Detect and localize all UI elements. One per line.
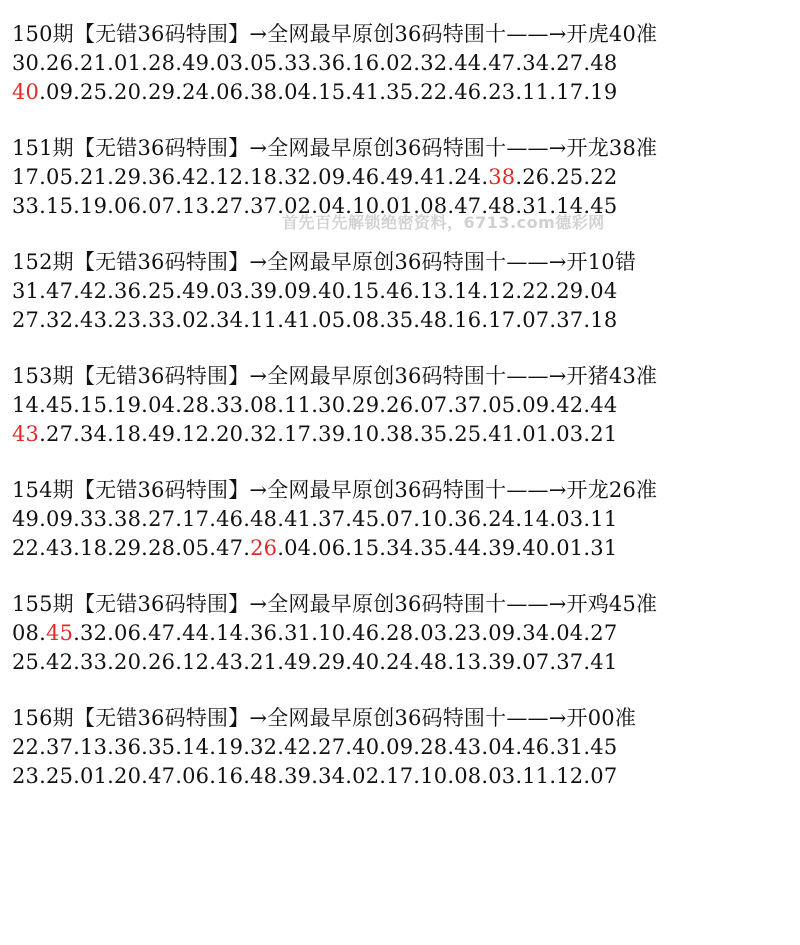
- number: 40: [318, 279, 346, 303]
- number: 49: [12, 507, 40, 531]
- number: 44: [182, 621, 210, 645]
- number: 19: [216, 735, 244, 759]
- number: 35: [386, 308, 414, 332]
- number: 14: [556, 194, 584, 218]
- number: 20: [216, 422, 244, 446]
- number: 46: [522, 735, 550, 759]
- number: 12: [216, 165, 244, 189]
- number: 48: [250, 764, 278, 788]
- number: 08: [12, 621, 40, 645]
- number: 25: [80, 80, 108, 104]
- number: 32: [80, 621, 108, 645]
- number: 10: [318, 621, 346, 645]
- number: 36: [148, 165, 176, 189]
- period-block: [12, 704, 792, 791]
- number: 21: [590, 422, 618, 446]
- number: 09: [522, 393, 550, 417]
- number: 05: [250, 51, 278, 75]
- number: 33: [216, 393, 244, 417]
- number-row: 49.09.33.38.27.17.46.48.41.37.45.07.10.36.24.14.03.11: [12, 507, 618, 531]
- number-row: 40.09.25.20.29.24.06.38.04.15.41.35.22.46.23.11.17.19: [12, 80, 618, 104]
- number: 13: [182, 194, 210, 218]
- winning-number: 26: [250, 536, 278, 560]
- number: 34: [318, 764, 346, 788]
- number: 25: [454, 422, 482, 446]
- number: 41: [284, 507, 312, 531]
- number: 18: [80, 536, 108, 560]
- number: 08: [454, 764, 482, 788]
- number: 49: [182, 51, 210, 75]
- number: 25: [12, 650, 40, 674]
- number: 31: [522, 194, 550, 218]
- number: 46: [352, 165, 380, 189]
- number: 35: [420, 536, 448, 560]
- number: 27: [46, 422, 74, 446]
- winning-number: 43: [12, 422, 40, 446]
- number: 35: [386, 80, 414, 104]
- number: 34: [386, 536, 414, 560]
- number: 24: [488, 507, 516, 531]
- number: 22: [522, 279, 550, 303]
- number: 44: [454, 536, 482, 560]
- number: 31: [284, 621, 312, 645]
- number: 48: [420, 650, 448, 674]
- number-row: 08.45.32.06.47.44.14.36.31.10.46.28.03.23.09.34.04.27: [12, 621, 618, 645]
- number: 39: [284, 764, 312, 788]
- number: 04: [148, 393, 176, 417]
- number: 15: [352, 536, 380, 560]
- period-block: [12, 20, 792, 107]
- number-row: 22.37.13.36.35.14.19.32.42.27.40.09.28.43.04.46.31.45: [12, 735, 618, 759]
- number: 15: [318, 80, 346, 104]
- number: 43: [80, 308, 108, 332]
- number: 10: [352, 194, 380, 218]
- number: 23: [12, 764, 40, 788]
- number: 28: [148, 536, 176, 560]
- number: 07: [590, 764, 618, 788]
- number: 42: [182, 165, 210, 189]
- number: 16: [216, 764, 244, 788]
- number: 21: [250, 650, 278, 674]
- number: 35: [148, 735, 176, 759]
- number: 20: [114, 80, 142, 104]
- number: 13: [454, 650, 482, 674]
- number: 31: [556, 735, 584, 759]
- number: 18: [250, 165, 278, 189]
- number: 18: [590, 308, 618, 332]
- number: 32: [46, 308, 74, 332]
- number: 14: [454, 279, 482, 303]
- number: 39: [488, 650, 516, 674]
- number: 03: [556, 422, 584, 446]
- number: 41: [590, 650, 618, 674]
- number: 02: [284, 194, 312, 218]
- number: 45: [352, 507, 380, 531]
- number: 48: [420, 308, 448, 332]
- number: 46: [352, 621, 380, 645]
- number: 26: [386, 393, 414, 417]
- number: 21: [80, 165, 108, 189]
- number: 04: [488, 735, 516, 759]
- number: 22: [12, 536, 40, 560]
- number: 07: [148, 194, 176, 218]
- number: 11: [522, 80, 550, 104]
- number-row: 31.47.42.36.25.49.03.39.09.40.15.46.13.14.12.22.29.04: [12, 279, 618, 303]
- number: 07: [386, 507, 414, 531]
- number-row: 27.32.43.23.33.02.34.11.41.05.08.35.48.16.17.07.37.18: [12, 308, 618, 332]
- number: 24: [182, 80, 210, 104]
- number: 06: [318, 536, 346, 560]
- number: 46: [454, 80, 482, 104]
- number: 32: [250, 422, 278, 446]
- number: 05: [46, 165, 74, 189]
- number: 04: [284, 80, 312, 104]
- number: 03: [216, 279, 244, 303]
- period-block: [12, 134, 792, 221]
- number: 14: [182, 735, 210, 759]
- number: 22: [12, 735, 40, 759]
- number: 36: [114, 279, 142, 303]
- number: 03: [488, 764, 516, 788]
- number: 16: [454, 308, 482, 332]
- number: 43: [454, 735, 482, 759]
- number: 27: [318, 735, 346, 759]
- number: 09: [386, 735, 414, 759]
- number: 05: [182, 536, 210, 560]
- number: 28: [386, 621, 414, 645]
- number: 03: [556, 507, 584, 531]
- number: 30: [12, 51, 40, 75]
- number: 12: [182, 422, 210, 446]
- number: 26: [148, 650, 176, 674]
- number: 07: [420, 393, 448, 417]
- number: 39: [250, 279, 278, 303]
- number: 28: [148, 51, 176, 75]
- number: 07: [522, 650, 550, 674]
- winning-number: 38: [488, 165, 516, 189]
- number: 16: [352, 51, 380, 75]
- number: 49: [284, 650, 312, 674]
- number: 48: [590, 51, 618, 75]
- number: 47: [488, 51, 516, 75]
- number-row: 33.15.19.06.07.13.27.37.02.04.10.01.08.47.48.31.14.45: [12, 194, 618, 218]
- number: 46: [386, 279, 414, 303]
- number: 08: [420, 194, 448, 218]
- number: 23: [488, 80, 516, 104]
- number: 34: [80, 422, 108, 446]
- period-header: 156期【无错36码特围】→全网最早原创36码特围十——→开00准: [12, 706, 637, 730]
- number: 08: [250, 393, 278, 417]
- number: 47: [148, 764, 176, 788]
- number: 27: [556, 51, 584, 75]
- number: 37: [250, 194, 278, 218]
- number: 37: [454, 393, 482, 417]
- period-header: 151期【无错36码特围】→全网最早原创36码特围十——→开龙38准: [12, 136, 658, 160]
- number: 29: [148, 80, 176, 104]
- number: 26: [46, 51, 74, 75]
- number: 24: [386, 650, 414, 674]
- number: 40: [522, 536, 550, 560]
- number: 17: [284, 422, 312, 446]
- number: 11: [590, 507, 618, 531]
- number: 42: [556, 393, 584, 417]
- number: 36: [250, 621, 278, 645]
- number: 06: [216, 80, 244, 104]
- number: 47: [216, 536, 244, 560]
- number: 29: [318, 650, 346, 674]
- number: 42: [46, 650, 74, 674]
- number: 15: [80, 393, 108, 417]
- number: 38: [386, 422, 414, 446]
- number: 01: [522, 422, 550, 446]
- period-block: [12, 590, 792, 677]
- number: 34: [522, 51, 550, 75]
- winning-number: 40: [12, 80, 40, 104]
- number: 03: [420, 621, 448, 645]
- number: 37: [556, 650, 584, 674]
- number: 05: [488, 393, 516, 417]
- number: 42: [80, 279, 108, 303]
- number: 47: [46, 279, 74, 303]
- period-header: 152期【无错36码特围】→全网最早原创36码特围十——→开10错: [12, 250, 637, 274]
- number: 09: [46, 80, 74, 104]
- number: 12: [488, 279, 516, 303]
- period-header: 150期【无错36码特围】→全网最早原创36码特围十——→开虎40准: [12, 22, 658, 46]
- number: 37: [46, 735, 74, 759]
- number: 39: [488, 536, 516, 560]
- number: 10: [352, 422, 380, 446]
- number: 27: [590, 621, 618, 645]
- number: 46: [216, 507, 244, 531]
- number: 04: [556, 621, 584, 645]
- period-block: [12, 248, 792, 335]
- number: 26: [522, 165, 550, 189]
- period-header: 154期【无错36码特围】→全网最早原创36码特围十——→开龙26准: [12, 478, 658, 502]
- number: 30: [318, 393, 346, 417]
- number: 09: [284, 279, 312, 303]
- number: 28: [182, 393, 210, 417]
- number: 33: [284, 51, 312, 75]
- number: 33: [80, 650, 108, 674]
- watermark-text: 首先百先解锁绝密资料，6713.com德彩网: [282, 213, 605, 232]
- number: 45: [590, 194, 618, 218]
- number: 20: [114, 650, 142, 674]
- number: 22: [590, 165, 618, 189]
- number: 29: [556, 279, 584, 303]
- number: 09: [488, 621, 516, 645]
- number: 44: [454, 51, 482, 75]
- number: 38: [114, 507, 142, 531]
- number: 01: [386, 194, 414, 218]
- number: 14: [216, 621, 244, 645]
- number: 40: [352, 650, 380, 674]
- number: 35: [420, 422, 448, 446]
- period-header: 153期【无错36码特围】→全网最早原创36码特围十——→开猪43准: [12, 364, 658, 388]
- number: 19: [114, 393, 142, 417]
- number: 17: [386, 764, 414, 788]
- number-row: 43.27.34.18.49.12.20.32.17.39.10.38.35.25.41.01.03.21: [12, 422, 618, 446]
- number: 31: [12, 279, 40, 303]
- number: 34: [522, 621, 550, 645]
- period-block: [12, 362, 792, 449]
- number: 23: [454, 621, 482, 645]
- number: 13: [420, 279, 448, 303]
- number: 04: [284, 536, 312, 560]
- number: 04: [590, 279, 618, 303]
- number-row: 22.43.18.29.28.05.47.26.04.06.15.34.35.44.39.40.01.31: [12, 536, 618, 560]
- number: 11: [284, 393, 312, 417]
- number: 13: [80, 735, 108, 759]
- number: 41: [488, 422, 516, 446]
- number-row: 14.45.15.19.04.28.33.08.11.30.29.26.07.37.05.09.42.44: [12, 393, 618, 417]
- number: 36: [318, 51, 346, 75]
- number: 33: [12, 194, 40, 218]
- number: 31: [590, 536, 618, 560]
- period-block: [12, 476, 792, 563]
- number-row: 17.05.21.29.36.42.12.18.32.09.46.49.41.24.38.26.25.22: [12, 165, 618, 189]
- number: 27: [12, 308, 40, 332]
- number: 47: [454, 194, 482, 218]
- number: 04: [318, 194, 346, 218]
- number: 29: [352, 393, 380, 417]
- number: 08: [352, 308, 380, 332]
- number: 45: [46, 393, 74, 417]
- number: 14: [12, 393, 40, 417]
- number: 32: [284, 165, 312, 189]
- number: 32: [250, 735, 278, 759]
- number: 27: [216, 194, 244, 218]
- number: 48: [250, 507, 278, 531]
- number: 28: [420, 735, 448, 759]
- number: 05: [318, 308, 346, 332]
- number: 29: [114, 165, 142, 189]
- number: 47: [148, 621, 176, 645]
- number: 29: [114, 536, 142, 560]
- number: 41: [352, 80, 380, 104]
- number: 42: [284, 735, 312, 759]
- number: 02: [386, 51, 414, 75]
- number: 36: [454, 507, 482, 531]
- number: 01: [556, 536, 584, 560]
- number: 43: [46, 536, 74, 560]
- number: 10: [420, 507, 448, 531]
- number: 19: [590, 80, 618, 104]
- number: 19: [80, 194, 108, 218]
- winning-number: 45: [46, 621, 74, 645]
- number: 34: [216, 308, 244, 332]
- number: 15: [352, 279, 380, 303]
- number: 25: [46, 764, 74, 788]
- number: 01: [80, 764, 108, 788]
- number: 25: [556, 165, 584, 189]
- number: 40: [352, 735, 380, 759]
- period-header: 155期【无错36码特围】→全网最早原创36码特围十——→开鸡45准: [12, 592, 658, 616]
- number: 23: [114, 308, 142, 332]
- number: 17: [12, 165, 40, 189]
- number: 09: [46, 507, 74, 531]
- number: 11: [522, 764, 550, 788]
- number: 06: [114, 621, 142, 645]
- number: 07: [522, 308, 550, 332]
- number: 49: [386, 165, 414, 189]
- number: 06: [114, 194, 142, 218]
- number-row: 30.26.21.01.28.49.03.05.33.36.16.02.32.44.47.34.27.48: [12, 51, 618, 75]
- number: 37: [318, 507, 346, 531]
- number: 43: [216, 650, 244, 674]
- document-body: [12, 20, 792, 818]
- number: 17: [182, 507, 210, 531]
- number: 22: [420, 80, 448, 104]
- number-row: 25.42.33.20.26.12.43.21.49.29.40.24.48.13.39.07.37.41: [12, 650, 618, 674]
- number: 36: [114, 735, 142, 759]
- number: 11: [250, 308, 278, 332]
- number: 49: [182, 279, 210, 303]
- number: 18: [114, 422, 142, 446]
- number: 33: [80, 507, 108, 531]
- number: 38: [250, 80, 278, 104]
- number: 44: [590, 393, 618, 417]
- number: 21: [80, 51, 108, 75]
- number: 10: [420, 764, 448, 788]
- number: 14: [522, 507, 550, 531]
- number: 03: [216, 51, 244, 75]
- number: 06: [182, 764, 210, 788]
- number: 15: [46, 194, 74, 218]
- number: 49: [148, 422, 176, 446]
- number: 33: [148, 308, 176, 332]
- number: 32: [420, 51, 448, 75]
- number-row: 23.25.01.20.47.06.16.48.39.34.02.17.10.08.03.11.12.07: [12, 764, 618, 788]
- number: 39: [318, 422, 346, 446]
- number: 12: [182, 650, 210, 674]
- number: 27: [148, 507, 176, 531]
- number: 37: [556, 308, 584, 332]
- number: 41: [284, 308, 312, 332]
- number: 17: [488, 308, 516, 332]
- number: 45: [590, 735, 618, 759]
- number: 20: [114, 764, 142, 788]
- number: 41: [420, 165, 448, 189]
- number: 12: [556, 764, 584, 788]
- number: 09: [318, 165, 346, 189]
- number: 25: [148, 279, 176, 303]
- number: 17: [556, 80, 584, 104]
- number: 02: [352, 764, 380, 788]
- number: 01: [114, 51, 142, 75]
- number: 02: [182, 308, 210, 332]
- number: 24: [454, 165, 482, 189]
- number: 48: [488, 194, 516, 218]
